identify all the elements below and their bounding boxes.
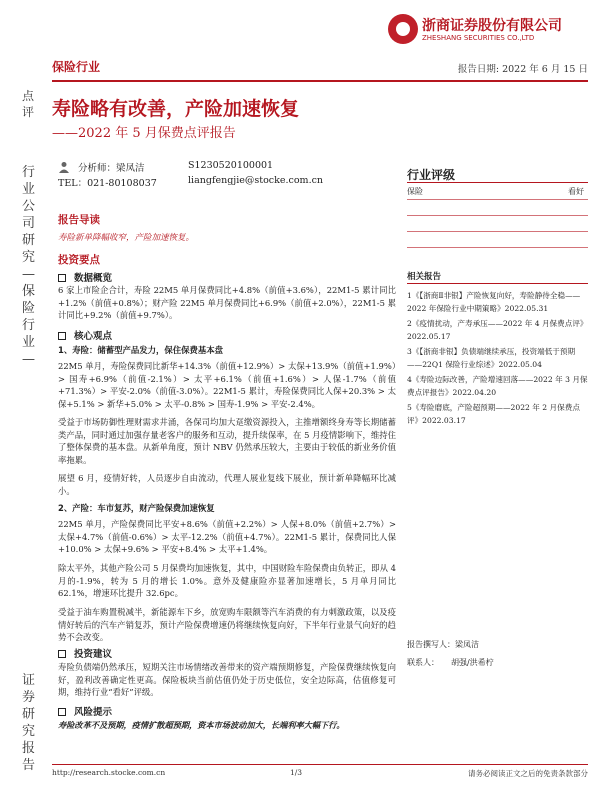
contact-persons: 联系人： 胡强/洪希柠 bbox=[407, 658, 494, 667]
section-core-view-heading: 核心观点 bbox=[58, 328, 112, 342]
rating-line-1 bbox=[407, 199, 588, 200]
life-insurance-para-3: 展望 6 月，疫情好转，人员逐步自由流动，代理人展业复线下展业，预计新单降幅环比减小。 bbox=[58, 473, 396, 496]
rating-value: 看好 bbox=[568, 187, 584, 196]
rating-line-3 bbox=[407, 231, 588, 232]
pc-insurance-para-1: 22M5 单月，产险保费同比平安+8.6%（前值+2.2%）> 人保+8.0%（前值+2.7%）> 太保+4.7%（前值-0.6%）> 太平-12.2%（前值+4.7%）。22M1-5 累计，保费同比人保+10.0% > 太保+9.6% > 平安+8.4% > 太平+1.4%。 bbox=[58, 519, 396, 555]
rating-line-2 bbox=[407, 215, 588, 216]
investment-advice-text: 寿险负债端仍然承压，短期关注市场情绪改善带来的资产端预期修复，产险保费继续恢复向好，盈利改善确定性更高。保险板块当前估值仍处于历史低位，安全边际高，估值修复可期，维持行业“看好”评级。 bbox=[58, 662, 396, 698]
related-report-item[interactable]: 2《疫情扰动，产寿承压——2022 年 4 月保费点评》2022.05.17 bbox=[407, 319, 588, 341]
checkbox-square-icon bbox=[58, 332, 66, 340]
header-row bbox=[52, 58, 588, 80]
section-risk-heading: 风险提示 bbox=[58, 704, 112, 718]
related-report-item[interactable]: 3《【浙商非银】负债端继续承压，投资端低于预期——22Q1 保险行业综述》2022.05.04 bbox=[407, 347, 576, 369]
life-insurance-para-2: 受益于市场防御性理财需求井涌，各保司均加大趸缴资源投入，主推增额终身寿等长期储蓄类产品，同时通过加强存量老客户的服务和互动，提升续保率，在 5 月疫情影响下，维持住了整体保费的基本盘。从新单角度，预计 NBV 仍然承压较大，主要由于较低的新业务价值率拖累。 bbox=[58, 417, 396, 465]
pc-insurance-para-3: 受益于油车购置税减半，新能源车下乡，放宽购车限额等汽车消费的有力刺激政策，以及疫情好转后的汽车产销复苏，预计产险保费增速仍将继续恢复向好，下半年行业景气向好的趋势不会改变。 bbox=[58, 607, 396, 643]
rail-report-type: 点评 bbox=[22, 89, 35, 119]
logo-chinese-name: 浙商证券股份有限公司 bbox=[422, 18, 562, 34]
footer-divider bbox=[52, 764, 588, 765]
report-date: 报告日期: 2022 年 6 月 15 日 bbox=[457, 64, 588, 75]
checkbox-square-icon bbox=[58, 708, 66, 716]
life-insurance-subheading: 1、寿险：储蓄型产品发力，保住保费基本盘 bbox=[58, 345, 223, 355]
header-divider bbox=[52, 80, 588, 82]
company-logo bbox=[388, 14, 588, 48]
rating-line-4 bbox=[407, 247, 588, 248]
life-insurance-para-1: 22M5 单月，寿险保费同比新华+14.3%（前值+12.9%）> 太保+13.9%（前值+1.9%）> 国寿+6.9%（前值-2.1%）> 太平+6.1%（前值+1.6%）> 人保-1.7%（前值+71.3%）> 平安-2.0%（前值-3.0%）。22M1-5 累计，寿险保费同比人保+20.3% > 太保+5.1% > 新华+5.0% > 太平-0.8% > 国寿-1.9% > 平安-2.4%。 bbox=[58, 361, 396, 409]
analyst-tel: TEL：021-80108037 bbox=[58, 178, 157, 189]
related-divider bbox=[407, 283, 588, 284]
report-author: 报告撰写人：梁凤洁 bbox=[407, 640, 479, 649]
guide-heading: 报告导读 bbox=[58, 214, 100, 226]
contacts-block bbox=[407, 636, 494, 672]
section-investment-advice-heading: 投资建议 bbox=[58, 646, 112, 660]
rating-divider bbox=[407, 182, 588, 183]
rail-category: 行业公司研究—保险行业— bbox=[22, 165, 36, 367]
rating-sector: 保险 bbox=[407, 187, 423, 196]
checkbox-square-icon bbox=[58, 274, 66, 282]
person-icon bbox=[58, 161, 70, 173]
rating-row bbox=[407, 186, 588, 197]
rail-doc-type: 证券研究报告 bbox=[22, 673, 36, 773]
logo-english-name: ZHESHANG SECURITIES CO.,LTD bbox=[422, 34, 535, 42]
checkbox-square-icon bbox=[58, 650, 66, 658]
risk-text: 寿险改革不及预期，疫情扩散超预期，资本市场波动加大，长端利率大幅下行。 bbox=[58, 720, 345, 730]
pc-insurance-subheading: 2、产险：车市复苏，财产险保费加速恢复 bbox=[58, 503, 215, 513]
rating-heading: 行业评级 bbox=[407, 168, 456, 182]
page-number: 1/3 bbox=[290, 768, 303, 777]
report-subtitle: ——2022 年 5 月保费点评报告 bbox=[52, 126, 236, 141]
analyst-email[interactable]: liangfengjie@stocke.com.cn bbox=[188, 175, 324, 186]
industry-label: 保险行业 bbox=[52, 60, 101, 74]
footer-url[interactable]: http://research.stocke.com.cn bbox=[52, 768, 166, 777]
related-report-item[interactable]: 4《寿险边际改善，产险增速回落——2022 年 3 月保费点评报告》2022.04.20 bbox=[407, 375, 588, 397]
section-data-overview-text: 6 家上市险企合计，寿险 22M5 单月保费同比+4.8%（前值+3.6%），22M1-5 累计同比+1.2%（前值+0.8%）；财产险 22M5 单月保费同比+6.9%（前值+2.0%），22M1-5 累计同比+9.2%（前值+9.7%）。 bbox=[58, 285, 396, 321]
logo-mark-icon bbox=[388, 14, 418, 44]
related-reports-heading: 相关报告 bbox=[407, 272, 442, 282]
analyst-cert: S1230520100001 bbox=[188, 160, 274, 171]
related-report-item[interactable]: 5《寿险磨底，产险超预期——2022 年 2 月保费点评》2022.03.17 bbox=[407, 403, 580, 425]
related-report-item[interactable]: 1《【浙商Ⅱ非银】产险恢复向好，寿险静待全稳——2022 年保险行业中期策略》2022.05.31 bbox=[407, 291, 581, 313]
footer-disclaimer: 请务必阅读正文之后的免责条款部分 bbox=[468, 769, 588, 778]
related-reports-list bbox=[407, 289, 588, 429]
analyst-name: 分析师：梁凤洁 bbox=[78, 163, 145, 174]
pc-insurance-para-2: 除太平外，其他产险公司 5 月保费均加速恢复，其中，中国财险车险保费由负转正，即从 4 月的-1.9%，转为 5 月的增长 1.0%。意外及健康险亦显著加速增长，5 月单月同比 62.1%，增速环比提升 32.6pc。 bbox=[58, 563, 396, 599]
report-title: 寿险略有改善，产险加速恢复 bbox=[52, 98, 300, 120]
guide-text: 寿险新单降幅收窄，产险加速恢复。 bbox=[58, 233, 195, 243]
points-heading: 投资要点 bbox=[58, 254, 100, 266]
section-data-overview-heading: 数据概览 bbox=[58, 270, 112, 284]
